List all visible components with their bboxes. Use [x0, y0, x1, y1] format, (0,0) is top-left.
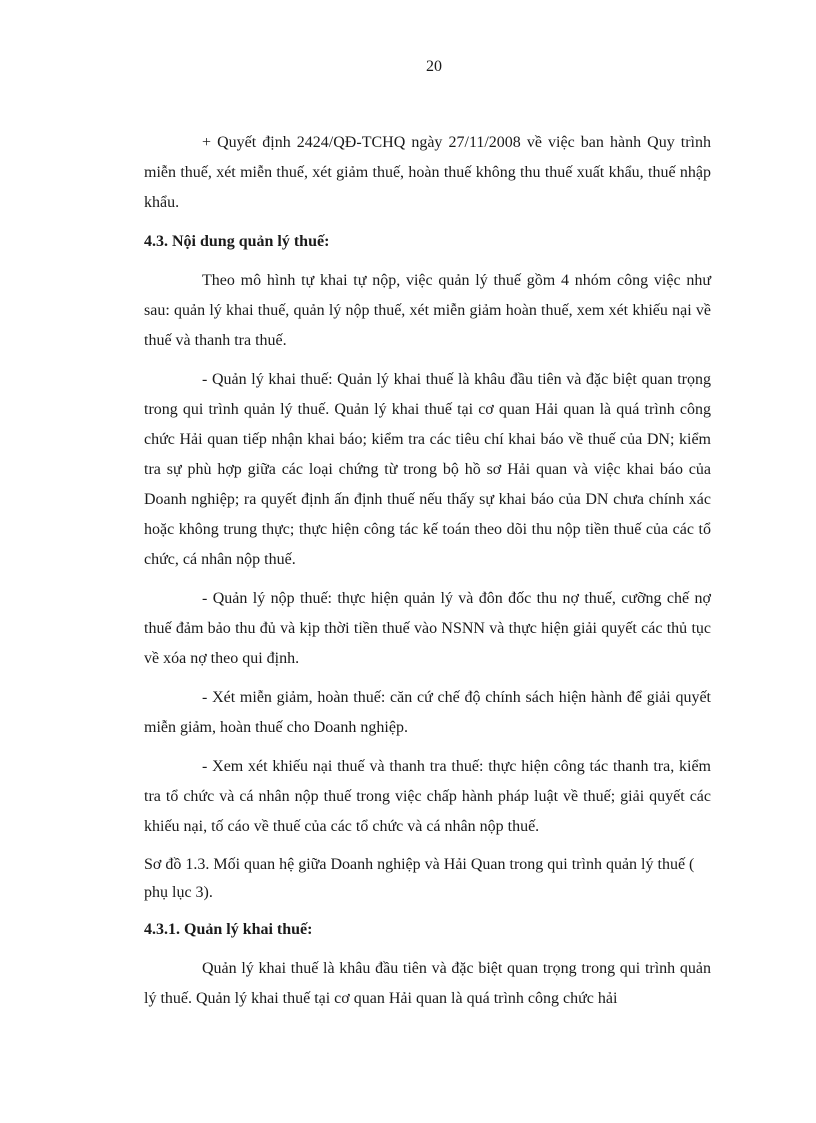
section-heading-4-3-1: 4.3.1. Quản lý khai thuế: — [144, 921, 313, 938]
paragraph-tax-exemption-refund: - Xét miễn giảm, hoàn thuế: căn cứ chế độ chính sách hiện hành để giải quyết miễn giảm, hoàn thuế cho Doanh nghiệp. — [144, 689, 711, 736]
paragraph-complaints-inspection: - Xem xét khiếu nại thuế và thanh tra thuế: thực hiện công tác thanh tra, kiểm tra tổ chức và cá nhân nộp thuế trong việc chấp hành pháp luật về thuế; giải quyết các khiếu nại, tố cáo về thuế của các tổ chức và cá nhân nộp thuế. — [144, 758, 711, 835]
paragraph-tax-payment-management: - Quản lý nộp thuế: thực hiện quản lý và đôn đốc thu nợ thuế, cưỡng chế nợ thuế đảm bảo thu đủ và kịp thời tiền thuế vào NSNN và thực hiện giải quyết các thủ tục về xóa nợ theo qui định. — [144, 590, 711, 667]
page-number: 20 — [426, 58, 442, 75]
section-heading-4-3: 4.3. Nội dung quản lý thuế: — [144, 233, 330, 250]
document-body — [144, 128, 711, 1023]
paragraph-decision-2424: + Quyết định 2424/QĐ-TCHQ ngày 27/11/2008 về việc ban hành Quy trình miễn thuế, xét miễn thuế, xét giảm thuế, hoàn thuế không thu thuế xuất khẩu, thuế nhập khẩu. — [144, 134, 711, 211]
paragraph-tax-management-overview: Theo mô hình tự khai tự nộp, việc quản lý thuế gồm 4 nhóm công việc như sau: quản lý khai thuế, quản lý nộp thuế, xét miễn giảm hoàn thuế, xem xét khiếu nại về thuế và thanh tra thuế. — [144, 272, 711, 349]
diagram-caption: Sơ đồ 1.3. Mối quan hệ giữa Doanh nghiệp và Hải Quan trong qui trình quản lý thuế ( phụ lục 3). — [144, 856, 695, 901]
paragraph-tax-declaration-management: - Quản lý khai thuế: Quản lý khai thuế là khâu đầu tiên và đặc biệt quan trọng trong qui trình quản lý thuế. Quản lý khai thuế tại cơ quan Hải quan là quá trình công chức Hải quan tiếp nhận khai báo; kiểm tra các tiêu chí khai báo về thuế của DN; kiểm tra sự phù hợp giữa các loại chứng từ trong bộ hồ sơ Hải quan và việc khai báo của Doanh nghiệp; ra quyết định ấn định thuế nếu thấy sự khai báo của DN chưa chính xác hoặc không trung thực; thực hiện công tác kế toán theo dõi thu nộp tiền thuế của các tổ chức, cá nhân nộp thuế. — [144, 371, 711, 568]
paragraph-declaration-detail: Quản lý khai thuế là khâu đầu tiên và đặc biệt quan trọng trong qui trình quản lý thuế. Quản lý khai thuế tại cơ quan Hải quan là quá trình công chức hải — [144, 960, 711, 1007]
